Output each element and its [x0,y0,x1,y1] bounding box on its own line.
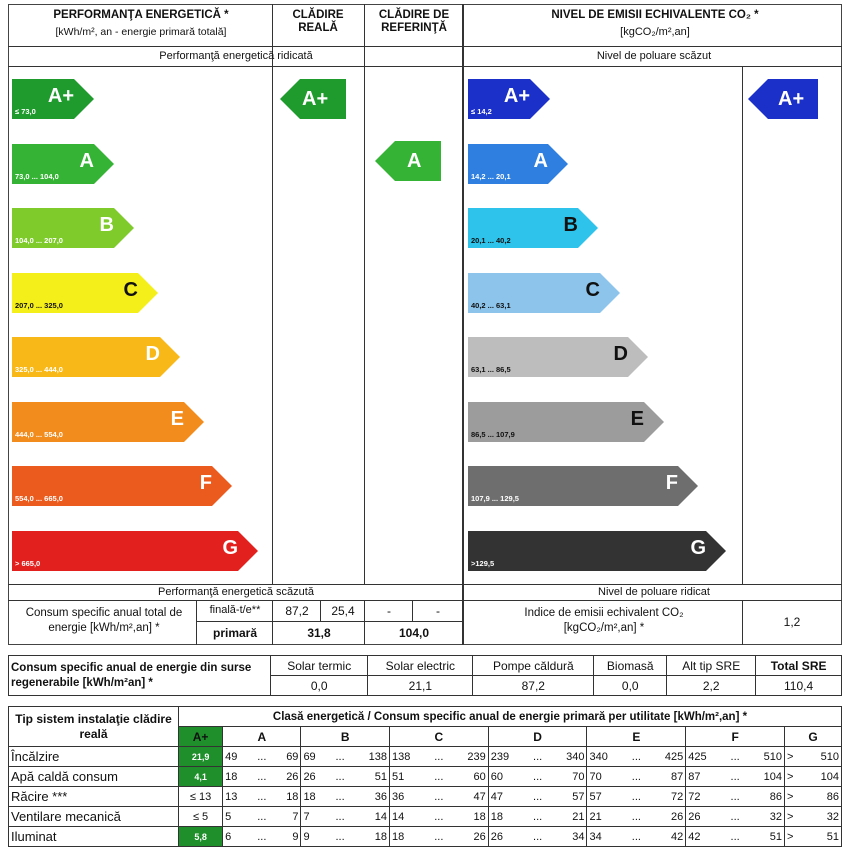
renewable-value: 87,2 [473,676,594,696]
system-name: Apă caldă consum [9,767,179,787]
range-cell: ... [428,787,450,807]
range-cell: 21 [549,807,587,827]
range-cell: 34 [587,827,625,847]
range-cell: 14 [389,807,427,827]
range-cell: 239 [488,747,526,767]
range-cell: 26 [273,767,301,787]
class-letter: F [199,472,212,494]
divider [462,4,464,645]
poll-high-label: Nivel de poluare ridicat [598,586,710,598]
perf-high-label: Performanţă energetică ridicată [159,50,313,62]
range-cell: 34 [549,827,587,847]
range-cell: 51 [351,767,389,787]
range-cell: ... [329,827,351,847]
class-header: G [785,727,842,747]
co2-class-g [468,531,726,571]
range-cell: 18 [389,827,427,847]
co2-index-label: Indice de emisii echivalent CO₂ [kgCO₂/m²,an] * [524,607,684,634]
class-range: 86,5 ... 107,9 [471,429,515,439]
range-cell: ... [251,827,273,847]
renewable-header: Pompe căldură [473,656,594,676]
range-cell: ... [428,747,450,767]
range-cell: ... [625,787,647,807]
table-row [9,807,842,827]
range-cell: 86 [746,787,784,807]
class-letter: E [630,407,644,430]
class-letter: A [79,149,94,172]
renewable-value: 0,0 [594,676,667,696]
renewable-header: Solar electric [368,656,473,676]
class-letter: G [690,536,706,559]
poll-low-label: Nivel de poluare scăzut [596,50,712,62]
header-row-line [8,66,842,67]
energy-class-b [12,208,134,248]
class-range: ≤ 73,0 [15,107,36,116]
renewable-value: 2,2 [667,676,756,696]
divider [272,600,273,645]
range-cell: ... [329,767,351,787]
range-cell: 9 [301,827,329,847]
range-cell: 87 [647,767,685,787]
class-header: C [389,727,488,747]
divider [320,600,321,621]
range-cell: ... [527,747,549,767]
range-cell: 104 [746,767,784,787]
renewable-value: 110,4 [756,676,842,696]
class-letter: D [613,343,628,365]
class-header: A+ [179,727,223,747]
energy-class-e [12,402,204,442]
range-cell: 26 [450,827,488,847]
range-cell: 425 [686,747,724,767]
class-range: 207,0 ... 325,0 [15,300,63,310]
divider [196,621,462,622]
ref-primary-value: 104,0 [398,626,430,640]
range-cell: 42 [686,827,724,847]
range-cell: 57 [587,787,625,807]
ref-final-electric: - [436,604,440,618]
range-cell: 104 [803,767,842,787]
range-cell: 70 [549,767,587,787]
class-range: 554,0 ... 665,0 [15,494,63,503]
class-range: ≤ 14,2 [471,107,492,116]
class-letter: E [170,407,184,430]
class-range: 104,0 ... 207,0 [15,236,63,245]
range-cell: 36 [351,787,389,807]
class-letter: A [533,149,548,172]
range-cell: 42 [647,827,685,847]
range-cell: ... [251,747,273,767]
range-cell: 14 [351,807,389,827]
real-rating-letter: A+ [302,88,329,110]
range-cell: 340 [587,747,625,767]
consumption-label: Consum specific anual total de energie [kWh/m²,an] * [25,607,183,634]
energy-class-g [12,531,258,571]
class-letter: B [99,214,114,236]
range-cell: 87 [686,767,724,787]
range-cell: 60 [450,767,488,787]
class-letter: A+ [503,85,530,107]
range-cell: 36 [389,787,427,807]
class-range: >129,5 [471,558,495,568]
range-cell: 13 [223,787,251,807]
range-cell: 26 [686,807,724,827]
renewable-header: Solar termic [271,656,368,676]
range-cell: 18 [223,767,251,787]
range-cell: ... [724,807,746,827]
range-cell: ... [428,767,450,787]
range-cell: ... [625,827,647,847]
co2-class-aplus [468,79,550,119]
range-cell: ... [428,807,450,827]
co2-title: NIVEL DE EMISII ECHIVALENTE CO₂ * [551,9,759,21]
class-range: 20,1 ... 40,2 [471,236,511,245]
range-cell: 7 [301,807,329,827]
class-range: 63,1 ... 86,5 [471,365,511,374]
range-cell: 32 [746,807,784,827]
range-cell: ... [527,827,549,847]
range-cell: ... [625,747,647,767]
table-row [9,827,842,847]
header-row-line [8,600,842,601]
range-cell: ... [428,827,450,847]
real-primary-value: 31,8 [307,626,331,640]
range-cell: ... [527,767,549,787]
perf-title: PERFORMANŢA ENERGETICĂ * [53,9,229,21]
co2-class-e [468,402,664,442]
aplus-value: 4,1 [179,767,223,787]
class-letter: C [123,278,138,301]
final-label: finală-t/e** [209,604,261,616]
range-cell: 26 [488,827,526,847]
energy-class-aplus [12,79,94,119]
class-letter: A+ [47,85,74,107]
range-cell: > [785,787,803,807]
divider [742,66,743,585]
divider [272,4,273,585]
range-cell: 26 [301,767,329,787]
range-cell: ... [527,787,549,807]
class-letter: D [145,343,160,365]
co2-class-f [468,466,698,506]
renewable-value: 21,1 [368,676,473,696]
co2-index-value: 1,2 [783,615,801,629]
range-cell: 239 [450,747,488,767]
range-cell: ... [329,807,351,827]
class-range: 40,2 ... 63,1 [471,300,511,310]
range-cell: 51 [746,827,784,847]
co2-rating-arrow [748,79,818,119]
range-cell: > [785,767,803,787]
renewable-header: Total SRE [756,656,842,676]
range-cell: 138 [389,747,427,767]
range-cell: 72 [686,787,724,807]
range-cell: 21 [587,807,625,827]
class-range: 73,0 ... 104,0 [15,171,59,181]
range-cell: 9 [273,827,301,847]
class-range: 325,0 ... 444,0 [15,365,63,374]
aplus-value: ≤ 13 [179,787,223,807]
range-cell: 510 [803,747,842,767]
renewable-header: Biomasă [594,656,667,676]
range-cell: 49 [223,747,251,767]
real-final-electric: 25,4 [331,604,355,618]
range-cell: 47 [488,787,526,807]
energy-class-d [12,337,180,377]
range-cell: 18 [450,807,488,827]
range-cell: 60 [488,767,526,787]
table-row [9,787,842,807]
range-cell: 340 [549,747,587,767]
class-range: 444,0 ... 554,0 [15,429,63,439]
co2-class-a [468,144,568,184]
renewable-value: 0,0 [271,676,368,696]
divider [196,600,197,645]
real-building-title: CLĂDIRE REALĂ [292,9,344,34]
range-cell: ... [724,747,746,767]
system-name: Iluminat [9,827,179,847]
range-cell: ... [625,767,647,787]
systems-table [8,706,842,847]
renewable-table [8,655,842,696]
range-cell: 510 [746,747,784,767]
real-final-thermal: 87,2 [285,604,309,618]
class-range: 107,9 ... 129,5 [471,494,519,503]
range-cell: ... [329,747,351,767]
range-cell: 6 [223,827,251,847]
range-cell: 425 [647,747,685,767]
range-cell: ... [251,787,273,807]
class-header: E [587,727,686,747]
co2-unit: [kgCO₂/m²,an] [620,26,690,38]
aplus-value: ≤ 5 [179,807,223,827]
range-cell: > [785,747,803,767]
co2-class-d [468,337,648,377]
range-cell: 47 [450,787,488,807]
range-cell: ... [527,807,549,827]
class-header: D [488,727,587,747]
perf-low-label: Performanţă energetică scăzută [158,586,314,598]
class-letter: B [563,214,578,236]
real-rating-arrow [280,79,346,119]
table-row [9,747,842,767]
ref-rating-arrow [375,141,441,181]
range-cell: 18 [351,827,389,847]
range-cell: ... [251,807,273,827]
range-cell: 70 [587,767,625,787]
class-range: > 665,0 [15,558,41,568]
range-cell: 72 [647,787,685,807]
co2-rating-letter: A+ [778,88,805,110]
divider [742,600,743,645]
range-cell: 5 [223,807,251,827]
perf-unit: [kWh/m², an - energie primară totală] [55,26,227,38]
range-cell: ... [625,807,647,827]
class-letter: F [665,472,678,494]
ref-final-thermal: - [387,604,391,618]
systems-col-title: Tip sistem instalaţie clădire reală [9,707,179,747]
ref-rating-letter: A [407,150,422,172]
renewable-header: Alt tip SRE [667,656,756,676]
divider [364,4,365,585]
range-cell: ... [329,787,351,807]
energy-class-a [12,144,114,184]
range-cell: > [785,827,803,847]
renewable-label: Consum specific anual de energie din surse regenerabile [kWh/m²an] * [9,656,271,696]
systems-class-title: Clasă energetică / Consum specific anual de energie primară per utilitate [kWh/m²,an] * [179,707,842,727]
aplus-value: 21,9 [179,747,223,767]
range-cell: ... [724,827,746,847]
header-row-line [8,46,842,47]
range-cell: ... [251,767,273,787]
energy-class-f [12,466,232,506]
system-name: Ventilare mecanică [9,807,179,827]
class-header: F [686,727,785,747]
divider [412,600,413,621]
range-cell: 57 [549,787,587,807]
header-row-line [8,584,842,585]
range-cell: 32 [803,807,842,827]
class-range: 14,2 ... 20,1 [471,171,511,181]
range-cell: 51 [803,827,842,847]
class-letter: G [222,536,238,559]
range-cell: 18 [488,807,526,827]
range-cell: ... [724,787,746,807]
range-cell: > [785,807,803,827]
range-cell: ... [724,767,746,787]
primary-label: primară [212,626,258,640]
range-cell: 138 [351,747,389,767]
table-row [9,767,842,787]
class-header: A [223,727,301,747]
range-cell: 18 [273,787,301,807]
aplus-value: 5,8 [179,827,223,847]
co2-class-b [468,208,598,248]
energy-class-c [12,273,158,313]
class-letter: C [585,278,600,301]
ref-building-title: CLĂDIRE DE REFERINŢĂ [378,9,450,34]
range-cell: 7 [273,807,301,827]
range-cell: 86 [803,787,842,807]
range-cell: 51 [389,767,427,787]
range-cell: 26 [647,807,685,827]
system-name: Răcire *** [9,787,179,807]
divider [364,600,365,645]
range-cell: 69 [273,747,301,767]
co2-class-c [468,273,620,313]
range-cell: 18 [301,787,329,807]
range-cell: 69 [301,747,329,767]
class-header: B [301,727,390,747]
system-name: Încălzire [9,747,179,767]
